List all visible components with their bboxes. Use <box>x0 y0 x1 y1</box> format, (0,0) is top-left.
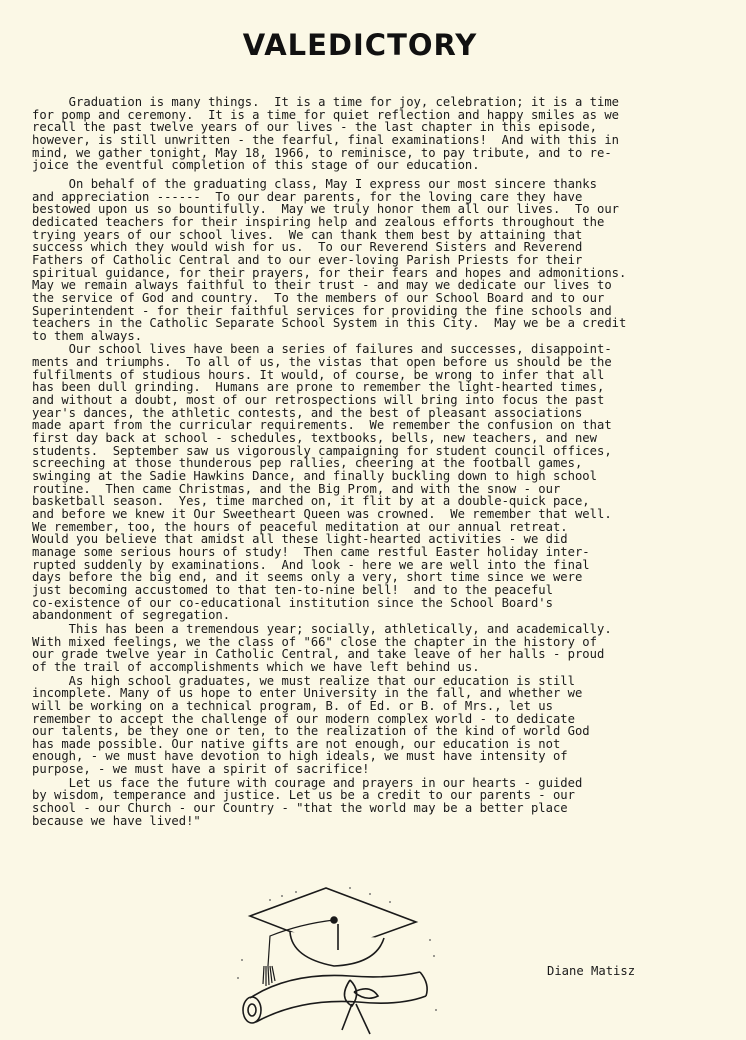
page-title: VALEDICTORY <box>242 28 478 62</box>
text-line: just becoming accustomed to that ten-to-nine bell! and to the peaceful <box>32 582 553 597</box>
text-line: days before the big end, and it seems only a very, short time since we were <box>32 570 583 585</box>
text-line: and without a doubt, most of our retrospections will bring into focus the past <box>32 393 605 408</box>
text-line: bestowed upon us so bountifully. May we truly honor them all our lives. To our <box>32 202 619 217</box>
text-line: May we remain always faithful to their trust - and may we dedicate our lives to <box>32 278 612 293</box>
text-line: first day back at school - schedules, textbooks, bells, new teachers, and new <box>32 431 597 446</box>
text-line: and before we knew it Our Sweetheart Queen was crowned. We remember that well. <box>32 507 612 521</box>
text-line: screeching at those thunderous pep rallies, cheering at the football games, <box>32 456 583 471</box>
text-line: With mixed feelings, we the class of "66" close the chapter in the history of <box>32 634 597 649</box>
text-line: our talents, be they one or ten, to the realization of the kind of world God <box>32 724 590 739</box>
text-line: Would you believe that amidst all these light-hearted activities - we did <box>32 532 568 547</box>
text-line: our grade twelve year in Catholic Central, and take leave of her halls - proud <box>32 647 605 662</box>
text-line: As high school graduates, we must realize that our education is still <box>32 673 575 688</box>
text-line: joice the eventful completion of this stage of our education. <box>32 158 480 173</box>
text-line: mind, we gather tonight, May 18, 1966, to reminisce, to pay tribute, and to re- <box>32 145 612 160</box>
text-line: Let us face the future with courage and prayers in our hearts - guided <box>32 775 583 790</box>
text-line: dedicated teachers for their inspiring help and zealous efforts throughout the <box>32 214 605 229</box>
text-line: by wisdom, temperance and justice. Let us be a credit to our parents - our <box>32 788 575 803</box>
text-line: and appreciation ------ To our dear parents, for the loving care they have <box>32 189 583 204</box>
text-line: of the trail of accomplishments which we have left behind us. <box>32 659 480 674</box>
text-line: for pomp and ceremony. It is a time for quiet reflection and happy smiles as we <box>32 107 619 122</box>
text-line: Our school lives have been a series of failures and successes, disappoint- <box>32 342 612 357</box>
text-line: will be working on a technical program, B. of Ed. or B. of Mrs., let us <box>32 698 553 713</box>
text-line: recall the past twelve years of our lives - the last chapter in this episode, <box>32 120 597 135</box>
paragraph-2 <box>32 178 692 343</box>
text-line: school - our Church - our Country - "that the world may be a better place <box>32 801 568 816</box>
text-line: purpose, - we must have a spirit of sacrifice! <box>32 762 370 777</box>
signature-name: Diane Matisz <box>547 964 636 978</box>
text-line: Fathers of Catholic Central and to our ever-loving Parish Priests for their <box>32 252 583 267</box>
text-line: however, is still unwritten - the fearful, final examinations! And with this in <box>32 132 619 147</box>
text-line: to them always. <box>32 328 143 343</box>
paragraph-6 <box>32 777 692 828</box>
graduation-cap-and-diploma-icon <box>230 880 450 1040</box>
valedictory-body <box>32 96 692 828</box>
text-line: On behalf of the graduating class, May I express our most sincere thanks <box>32 176 597 191</box>
paragraph-4 <box>32 623 692 674</box>
text-line: co-existence of our co-educational institution since the School Board's <box>32 595 553 610</box>
text-line: routine. Then came Christmas, and the Big Prom, and with the snow - our <box>32 481 561 496</box>
text-line: abandonment of segregation. <box>32 608 231 623</box>
text-line: trying years of our school lives. We can thank them best by attaining that <box>32 227 583 242</box>
text-line: enough, - we must have devotion to high ideals, we must have intensity of <box>32 749 568 764</box>
text-line: incomplete. Many of us hope to enter University in the fall, and whether we <box>32 686 583 701</box>
paragraph-5 <box>32 675 692 776</box>
text-line: Superintendent - for their faithful services for providing the fine schools and <box>32 303 612 318</box>
text-line: the service of God and country. To the members of our School Board and to our <box>32 290 605 305</box>
paragraph-1 <box>32 96 692 172</box>
text-line: students. September saw us vigorously campaigning for student council offices, <box>32 443 612 458</box>
text-line: manage some serious hours of study! Then came restful Easter holiday inter- <box>32 544 590 559</box>
text-line: success which they would wish for us. To our Reverend Sisters and Reverend <box>32 240 583 255</box>
text-line: rupted suddenly by examinations. And look - here we are well into the final <box>32 557 590 572</box>
text-line: fulfilments of studious hours. It would, of course, be wrong to infer that all <box>32 367 605 382</box>
text-line: has made possible. Our native gifts are not enough, our education is not <box>32 736 561 751</box>
text-line: basketball season. Yes, time marched on, it flit by at a double-quick pace, <box>32 494 590 509</box>
text-line: ments and triumphs. To all of us, the vistas that open before us should be the <box>32 355 612 370</box>
text-line: has been dull grinding. Humans are prone to remember the light-hearted times, <box>32 380 605 395</box>
text-line: teachers in the Catholic Separate School System in this City. May we be a credit <box>32 316 627 331</box>
text-line: year's dances, the athletic contests, and the best of pleasant associations <box>32 405 583 420</box>
text-line: because we have lived!" <box>32 813 201 828</box>
paragraph-3 <box>32 343 692 621</box>
text-line: remember to accept the challenge of our modern complex world - to dedicate <box>32 711 575 726</box>
text-line: Graduation is many things. It is a time for joy, celebration; it is a time <box>32 95 619 109</box>
text-line: We remember, too, the hours of peaceful meditation at our annual retreat. <box>32 519 568 534</box>
text-line: made apart from the curricular requirements. We remember the confusion on that <box>32 418 612 433</box>
text-line: This has been a tremendous year; socially, athletically, and academically. <box>32 621 612 636</box>
text-line: swinging at the Sadie Hawkins Dance, and finally buckling down to high school <box>32 469 597 484</box>
text-line: spiritual guidance, for their prayers, for their fears and hopes and admonitions. <box>32 265 627 280</box>
